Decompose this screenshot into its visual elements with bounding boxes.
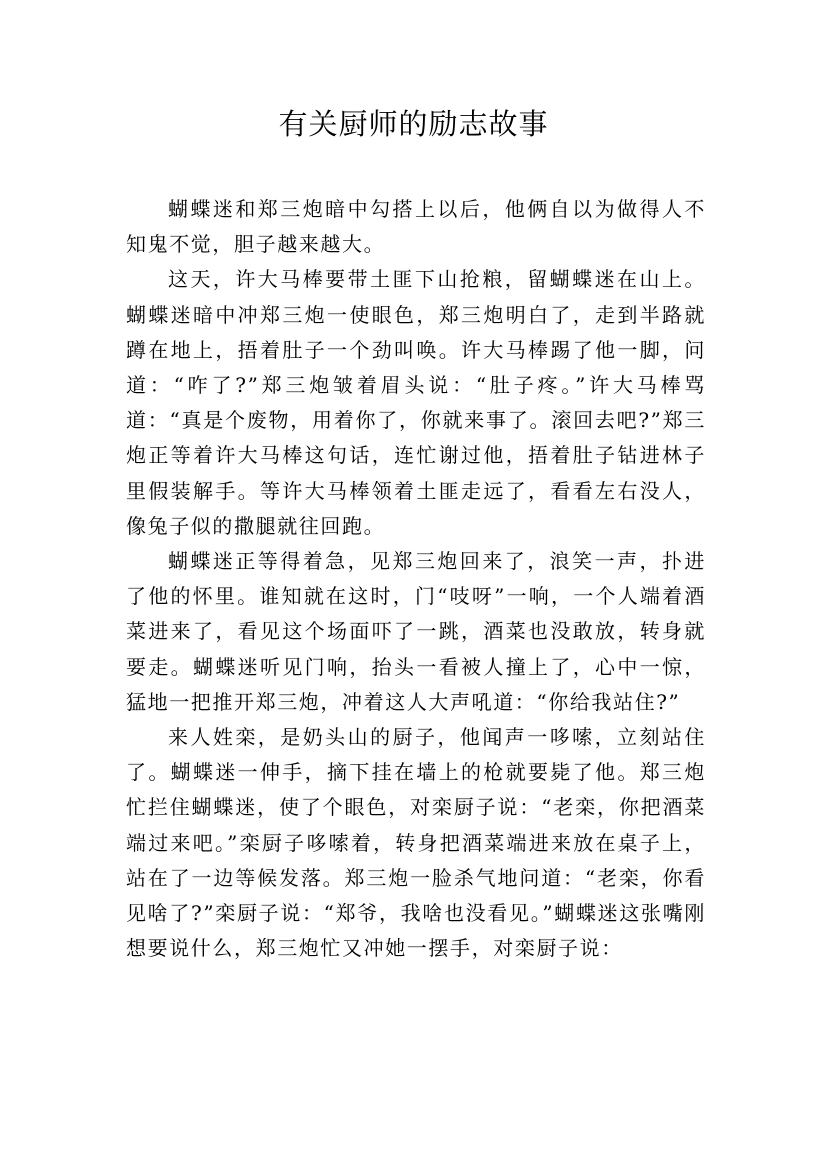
paragraph-2: 这天，许大马棒要带土匪下山抢粮，留蝴蝶迷在山上。蝴蝶迷暗中冲郑三炮一使眼色，郑三炮明白了，走到半路就蹲在地上，捂着肚子一个劲叫唤。许大马棒踢了他一脚，问道：“咋了?”郑三炮皱着眉头说：“肚子疼。”许大马棒骂道：“真是个废物，用着你了，你就来事了。滚回去吧?”郑三炮正等着许大马棒这句话，连忙谢过他，捂着肚子钻进林子里假装解手。等许大马棒领着土匪走远了，看看左右没人，像兔子似的撒腿就往回跑。 — [126, 267, 706, 538]
document-body — [126, 192, 706, 966]
paragraph-1: 蝴蝶迷和郑三炮暗中勾搭上以后，他俩自以为做得人不知鬼不觉，胆子越来越大。 — [126, 197, 706, 257]
paragraph-4: 来人姓栾，是奶头山的厨子，他闻声一哆嗦，立刻站住了。蝴蝶迷一伸手，摘下挂在墙上的枪就要毙了他。郑三炮忙拦住蝴蝶迷，使了个眼色，对栾厨子说：“老栾，你把酒菜端过来吧。”栾厨子哆嗦着，转身把酒菜端进来放在桌子上，站在了一边等候发落。郑三炮一脸杀气地问道：“老栾，你看见啥了?”栾厨子说：“郑爷，我啥也没看见。”蝴蝶迷这张嘴刚想要说什么，郑三炮忙又冲她一摆手，对栾厨子说： — [126, 725, 706, 961]
paragraph-3: 蝴蝶迷正等得着急，见郑三炮回来了，浪笑一声，扑进了他的怀里。谁知就在这时，门“吱呀”一响，一个人端着酒菜进来了，看见这个场面吓了一跳，酒菜也没敢放，转身就要走。蝴蝶迷听见门响，抬头一看被人撞上了，心中一惊，猛地一把推开郑三炮，冲着这人大声吼道：“你给我站住?” — [126, 549, 706, 714]
document-title: 有关厨师的励志故事 — [278, 107, 549, 141]
